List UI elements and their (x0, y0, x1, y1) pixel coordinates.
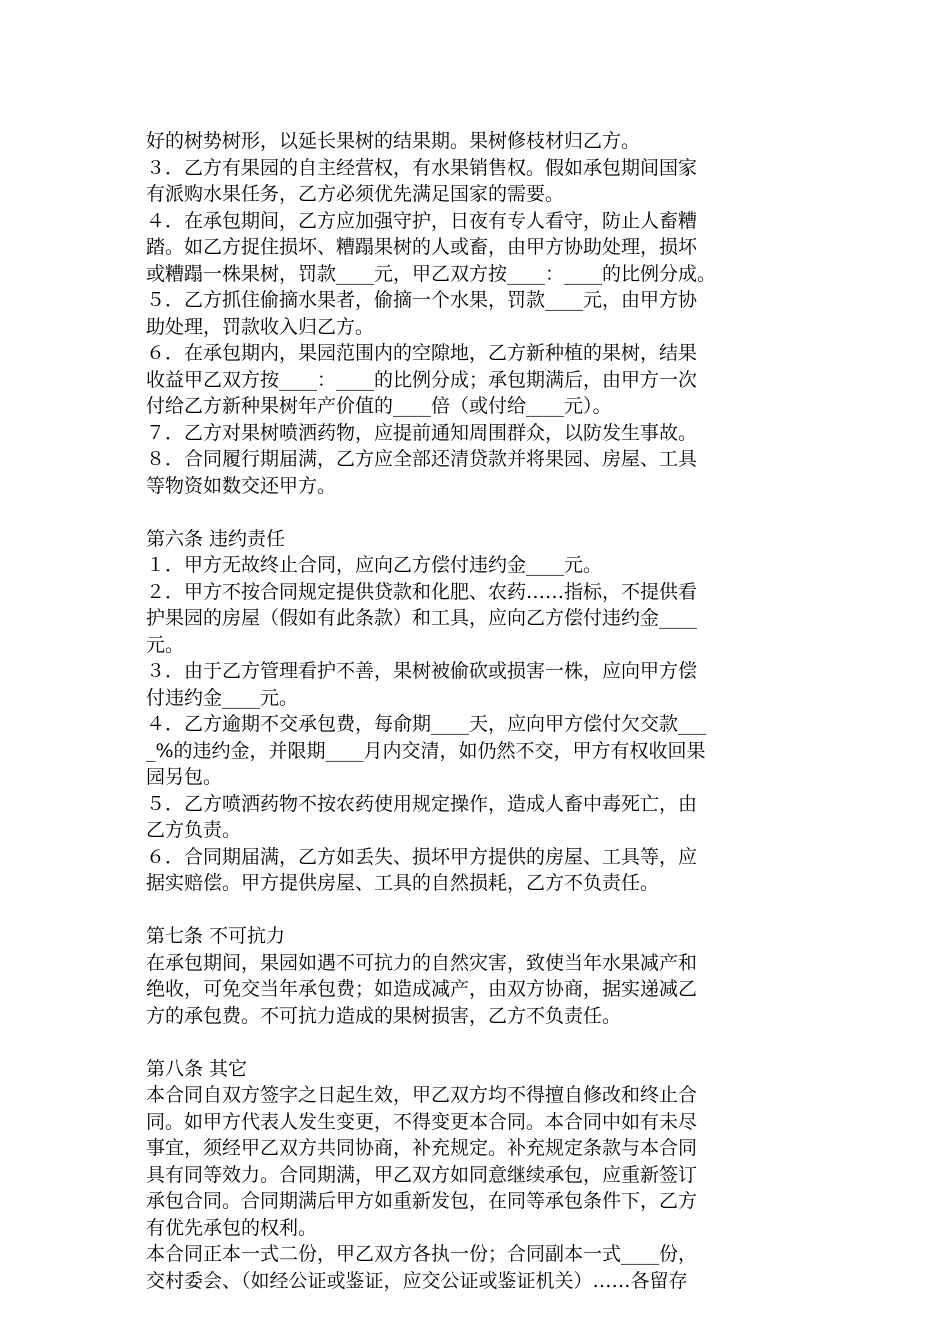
blank-line (146, 897, 808, 924)
text-line: ７．乙方对果树喷洒药物，应提前通知周围群众，以防发生事故。 (146, 421, 698, 444)
text-line: 方的承包费。不可抗力造成的果树损害，乙方不负责任。 (146, 1004, 622, 1027)
text-line: 园另包。 (146, 766, 223, 788)
text-line: 有派购水果任务，乙方必须优先满足国家的需要。 (146, 183, 565, 205)
text-line: 助处理，罚款收入归乙方。 (146, 315, 375, 338)
text-line: 等物资如数交还甲方。 (146, 474, 337, 497)
text-line: 元。 (146, 633, 185, 656)
text-line: _%的违约金，并限期____月内交清，如仍然不交，甲方有权收回果 (146, 739, 706, 762)
text-line: ４．在承包期间，乙方应加强守护，日夜有专人看守，防止人畜糟 (146, 209, 698, 232)
text-line: 付违约金____元。 (146, 686, 299, 709)
text-line: ６．在承包期内，果园范围内的空隙地，乙方新种植的果树，结果 (146, 342, 698, 364)
text-line: ２．甲方不按合同规定提供贷款和化肥、农药……指标，不提供看 (146, 580, 698, 603)
text-line: 事宜，须经甲乙双方共同协商，补充规定。补充规定条款与本合同 (146, 1137, 698, 1159)
text-line: ３．乙方有果园的自主经营权，有水果销售权。假如承包期间国家 (146, 156, 698, 179)
text-line: 在承包期间，果园如遇不可抗力的自然灾害，致使当年水果减产和 (146, 951, 698, 974)
text-line: 本合同自双方签字之日起生效，甲乙双方均不得擅自修改和终止合 (146, 1084, 698, 1106)
section-heading: 第八条 其它 (146, 1057, 248, 1080)
text-line: 绝收，可免交当年承包费；如造成减产，由双方协商，据实递减乙 (146, 978, 698, 1000)
text-line: １．甲方无故终止合同，应向乙方偿付违约金____元。 (146, 554, 603, 576)
text-line: ５．乙方抓住偷摘水果者，偷摘一个水果，罚款____元，由甲方协 (146, 289, 698, 311)
text-line: 同。如甲方代表人发生变更，不得变更本合同。本合同中如有未尽 (146, 1110, 698, 1133)
text-line: ８．合同履行期届满，乙方应全部还清贷款并将果园、房屋、工具 (146, 448, 698, 470)
text-line: 本合同正本一式二份，甲乙双方各执一份；合同副本一式____份， (146, 1243, 698, 1265)
text-line: ５．乙方喷洒药物不按农药使用规定操作，造成人畜中毒死亡，由 (146, 792, 698, 815)
text-line: 承包合同。合同期满后甲方如重新发包，在同等承包条件下，乙方 (146, 1190, 698, 1212)
text-line: 踏。如乙方捉住损坏、糟蹋果树的人或畜，由甲方协助处理，损坏 (146, 236, 698, 258)
text-line: 据实赔偿。甲方提供房屋、工具的自然损耗，乙方不负责任。 (146, 872, 660, 894)
text-line: 乙方负责。 (146, 819, 242, 841)
text-line: 付给乙方新种果树年产价值的____倍（或付给____元）。 (146, 395, 612, 417)
text-line: ４．乙方逾期不交承包费，每俞期____天，应向甲方偿付欠交款___ (146, 713, 707, 735)
blank-line (146, 499, 808, 526)
text-line: 或糟蹋一株果树，罚款____元，甲乙双方按____：____的比例分成。 (146, 262, 717, 285)
text-line: ６．合同期届满，乙方如丢失、损坏甲方提供的房屋、工具等，应 (146, 845, 698, 868)
text-line: 交村委会、（如经公证或鉴证，应交公证或鉴证机关）……各留存 (146, 1269, 688, 1292)
text-line: ３．由于乙方管理看护不善，果树被偷砍或损害一株，应向甲方偿 (146, 660, 698, 682)
section-heading: 第六条 违约责任 (146, 527, 286, 550)
text-line: 好的树势树形，以延长果树的结果期。果树修枝材归乙方。 (146, 130, 641, 152)
blank-line (146, 1029, 808, 1056)
document-body (146, 128, 808, 1294)
section-heading: 第七条 不可抗力 (146, 925, 286, 947)
text-line: 收益甲乙双方按____：____的比例分成；承包期满后，由甲方一次 (146, 368, 698, 391)
text-line: 具有同等效力。合同期满，甲乙双方如同意继续承包，应重新签订 (146, 1163, 698, 1186)
text-line: 有优先承包的权利。 (146, 1216, 318, 1239)
text-line: 护果园的房屋（假如有此条款）和工具，应向乙方偿付违约金____ (146, 607, 698, 629)
